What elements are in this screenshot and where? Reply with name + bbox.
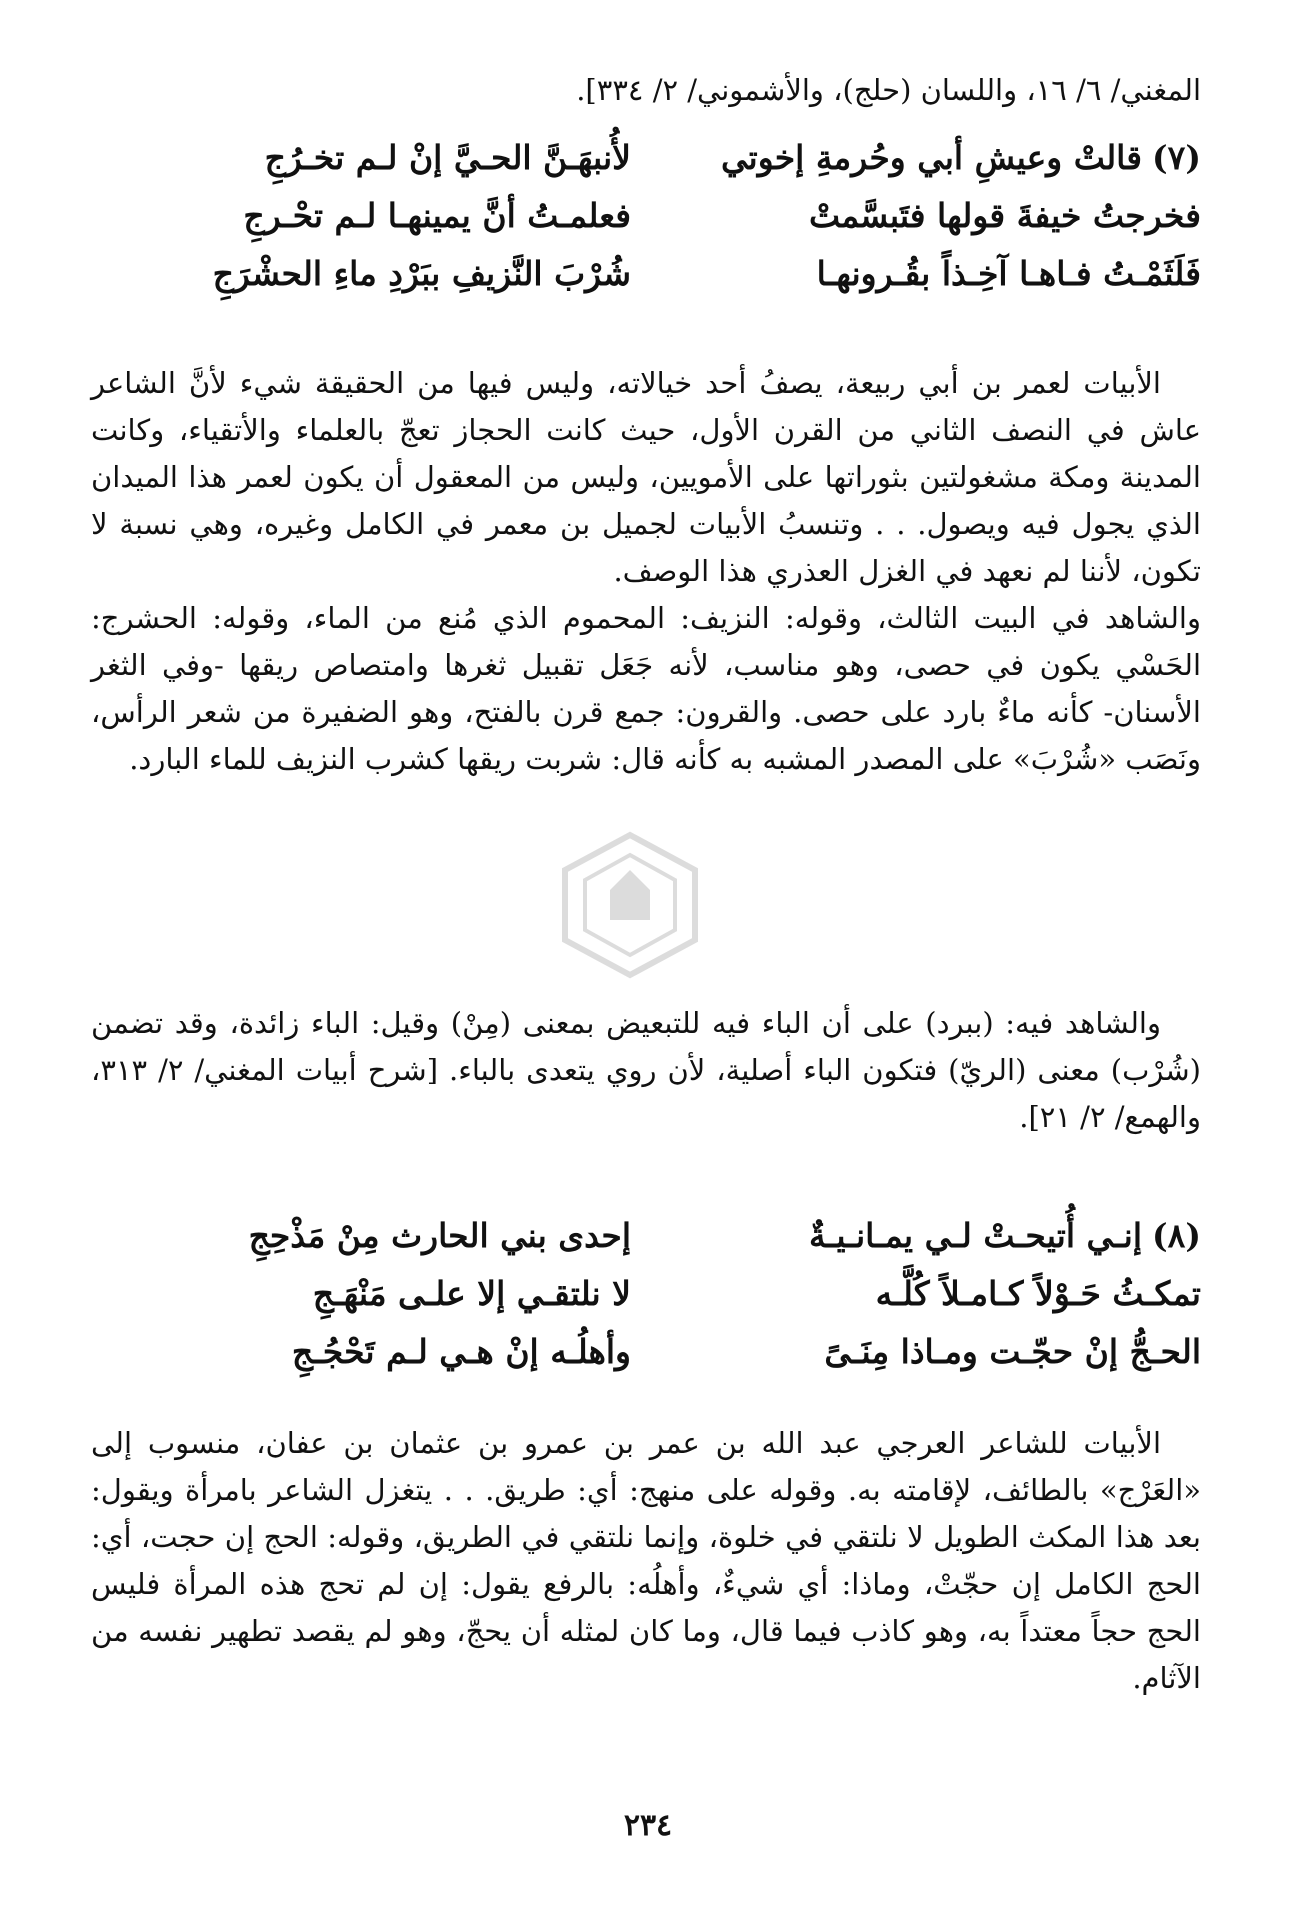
verse	[91, 1264, 1201, 1322]
verse	[91, 186, 1201, 244]
poem-7	[91, 128, 1201, 302]
reference-line: المغني/ ٦/ ١٦، واللسان (حلج)، والأشموني/ ٢/ ٣٣٤].	[576, 73, 1201, 107]
verse-first-hemistich: (٧) قالتْ وعيشِ أبي وحُرمةِ إخوتي	[721, 137, 1201, 177]
commentary-paragraph: الأبيات لعمر بن أبي ربيعة، يصفُ أحد خيالاته، وليس فيها من الحقيقة شيء لأنَّ الشاعر عاش في النصف الثاني من القرن الأول، حيث كانت الحجاز تعجّ بالعلماء والأتقياء، وكانت المدينة ومكة مشغولتين بثوراتها على الأمويين، وليس من المعقول أن يكون لعمر هذا الميدان الذي يجول فيه ويصول. . . وتنسبُ الأبيات لجميل بن معمر في الكامل وغيره، وهي نسبة لا تكون، لأننا لم نعهد في الغزل العذري هذا الوصف.	[91, 366, 1201, 588]
poem-8	[91, 1206, 1201, 1380]
commentary-paragraph: الأبيات للشاعر العرجي عبد الله بن عمر بن عمرو بن عثمان بن عفان، منسوب إلى «العَرْج» بالطائف، لإقامته به. وقوله على منهج: أي: طريق. . . يتغزل الشاعر بامرأة ويقول: بعد هذا المكث الطويل لا نلتقي في خلوة، وإنما نلتقي في الطريق، وقوله: الحج إن حجت، أي: الحج الكامل إن حجّتْ، وماذا: أي شيءٌ، وأهلُه: بالرفع يقول: إن لم تحج هذه المرأة فليس الحج حجاً معتداً به، وهو كاذب فيما قال، وما كان لمثله أن يحجّ، وهو لم يقصد تطهير نفسه من الآثام.	[91, 1426, 1202, 1695]
page-number: ٢٣٤	[623, 1808, 673, 1843]
verse-second-hemistich: لا نلتقـي إلا علـى مَنْهَـجِ	[312, 1273, 631, 1313]
verse-first-hemistich: (٨) إنـي أُتيحـتْ لـي يمـانـيـةٌ	[808, 1215, 1201, 1255]
verse-first-hemistich: فخرجتُ خيفةَ قولها فتَبسَّمتْ	[808, 195, 1201, 235]
verse	[91, 1322, 1201, 1380]
witness-7	[91, 1000, 1201, 1141]
verse-first-hemistich: تمكـثُ حَـوْلاً كـامـلاً كُلَّـه	[875, 1273, 1201, 1313]
verse-second-hemistich: لأُنبهَـنَّ الحـيَّ إنْ لـم تخـرُجِ	[264, 137, 631, 177]
verse-second-hemistich: وأهلُـه إنْ هـي لـم تَحْجُـجِ	[291, 1331, 631, 1371]
library-seal-icon	[555, 830, 705, 980]
commentary-7	[91, 360, 1201, 783]
verse-second-hemistich: شُرْبَ النَّزيفِ ببَرْدِ ماءِ الحشْرَجِ	[212, 253, 631, 293]
verse-first-hemistich: فَلَثَمْـتُ فـاهـا آخِـذاً بقُـرونهـا	[816, 253, 1201, 293]
verse-first-hemistich: الحـجُّ إنْ حجّـت ومـاذا مِنَـىً	[824, 1331, 1201, 1371]
verse-number: (٨)	[1152, 1215, 1201, 1255]
verse	[91, 244, 1201, 302]
verse	[91, 128, 1201, 186]
commentary-8	[91, 1420, 1201, 1702]
verse	[91, 1206, 1201, 1264]
verse-second-hemistich: إحدى بني الحارث مِنْ مَذْحِجِ	[248, 1215, 631, 1255]
verse-number: (٧)	[1152, 137, 1201, 177]
witness-paragraph: والشاهد فيه: (ببرد) على أن الباء فيه للتبعيض بمعنى (مِنْ) وقيل: الباء زائدة، وقد تضمن (شُرْب) معنى (الريّ) فتكون الباء أصلية، لأن روي يتعدى بالباء. [شرح أبيات المغني/ ٢/ ٣١٣، والهمع/ ٢/ ٢١].	[91, 1006, 1201, 1134]
verse-second-hemistich: فعلمـتُ أنَّ يمينهـا لـم تحْـرجِ	[243, 195, 631, 235]
commentary-paragraph: والشاهد في البيت الثالث، وقوله: النزيف: المحموم الذي مُنع من الماء، وقوله: الحشرج: الحَسْي يكون في حصى، وهو مناسب، لأنه جَعَل تقبيل ثغرها وامتصاص ريقها -وفي الثغر الأسنان- كأنه ماءٌ بارد على حصى. والقرون: جمع قرن بالفتح، وهو الضفيرة من شعر الرأس، ونَصَب «شُرْبَ» على المصدر المشبه به كأنه قال: شربت ريقها كشرب النزيف للماء البارد.	[91, 601, 1201, 776]
